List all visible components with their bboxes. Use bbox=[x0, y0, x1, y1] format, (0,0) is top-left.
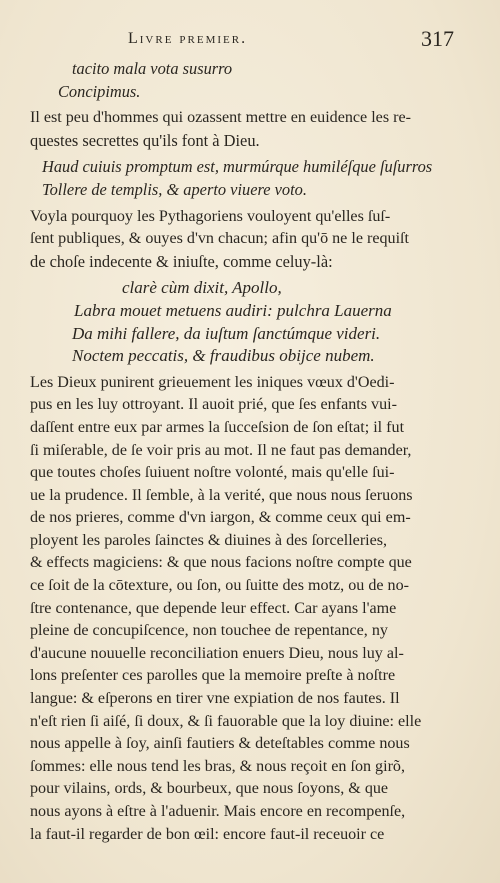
prose-line: que toutes choſes ſuiuent noſtre volonté, mais qu'elle ſui- bbox=[30, 464, 395, 482]
prose-line: Il est peu d'hommes qui ozassent mettre en euidence les re- bbox=[30, 109, 411, 127]
prose-line: nous appelle à ſoy, ainſi fautiers & deteſtables comme nous bbox=[30, 735, 410, 753]
page-number: 317 bbox=[421, 26, 454, 51]
prose-line: daſſent entre eux par armes la ſucceſsion de ſon eſtat; il fut bbox=[30, 418, 405, 436]
verse-line: Da mihi fallere, da iuſtum ſanctúmque videri. bbox=[72, 323, 381, 343]
verse-line: Haud cuiuis promptum est, murmúrque humiléſque ſuſurros bbox=[42, 157, 433, 177]
prose-line: ſent publiques, & ouyes d'vn chacun; afin qu'ō ne le requiſt bbox=[30, 230, 409, 248]
prose-line: pleine de concupiſcence, non touchee de repentance, ny bbox=[30, 622, 388, 640]
prose-line: pour vilains, ords, & bourbeux, que nous ſoyons, & que bbox=[30, 780, 389, 798]
prose-line: questes secrettes qu'ils font à Dieu. bbox=[30, 130, 260, 150]
prose-line: ployent les paroles ſainctes & diuines à des ſorcelleries, bbox=[30, 531, 388, 549]
verse-line: Tollere de templis, & aperto viuere voto. bbox=[42, 179, 307, 199]
verse-line: Noctem peccatis, & fraudibus obijce nubem. bbox=[72, 346, 375, 366]
prose-line: de choſe indecente & iniuſte, comme celuy-là: bbox=[30, 251, 333, 271]
prose-line: ſtre contenance, que depende leur effect. Car ayans l'ame bbox=[30, 599, 397, 617]
page-header bbox=[0, 26, 500, 54]
page-text bbox=[30, 58, 470, 846]
prose-line: ſommes: elle nous tend les bras, & nous reçoit en ſon girõ, bbox=[30, 757, 406, 775]
running-title: Livre premier. bbox=[128, 30, 248, 47]
prose-line: pus en les luy ottroyant. Il auoit prié, que ſes enfants vui- bbox=[30, 396, 397, 414]
prose-line: & effects magiciens: & que nous facions noſtre compte que bbox=[30, 554, 412, 572]
prose-line: ue la prudence. Il ſemble, à la verité, que nous nous ſeruons bbox=[30, 486, 413, 504]
verse-line: tacito mala vota susurro bbox=[72, 59, 233, 78]
prose-line: langue: & eſperons en tirer vne expiation de nos fautes. Il bbox=[30, 690, 400, 708]
prose-line: Les Dieux punirent grieuement les iniques vœux d'Oedi- bbox=[30, 373, 395, 391]
prose-line: ce ſoit de la cōtexture, ou ſon, ou ſuitte des motz, ou de no- bbox=[30, 577, 409, 595]
prose-line: Voyla pourquoy les Pythagoriens vouloyent qu'elles ſuſ- bbox=[30, 207, 391, 225]
prose-line: ſi miſerable, de ſe voir pris au mot. Il ne faut pas demander, bbox=[30, 441, 412, 459]
prose-line: nous ayons à eſtre à l'aduenir. Mais encore en recompenſe, bbox=[30, 803, 406, 820]
verse-line: clarè cùm dixit, Apollo, bbox=[122, 278, 282, 298]
prose-line: d'aucune nouuelle reconciliation enuers Dieu, nous luy al- bbox=[30, 644, 404, 662]
verse-line: Concipimus. bbox=[58, 81, 141, 101]
prose-line: de nos prieres, comme d'vn iargon, & comme ceux qui em- bbox=[30, 509, 411, 527]
prose-line: n'eſt rien ſi aiſé, ſi doux, & ſi fauorable que la loy diuine: elle bbox=[30, 712, 422, 730]
verse-line: Labra mouet metuens audiri: pulchra Lauerna bbox=[74, 300, 392, 320]
prose-line: la faut-il regarder de bon œil: encore faut-il receuoir ce bbox=[30, 825, 385, 843]
prose-line: lons preſenter ces parolles que la memoire preſte à noſtre bbox=[30, 667, 396, 685]
